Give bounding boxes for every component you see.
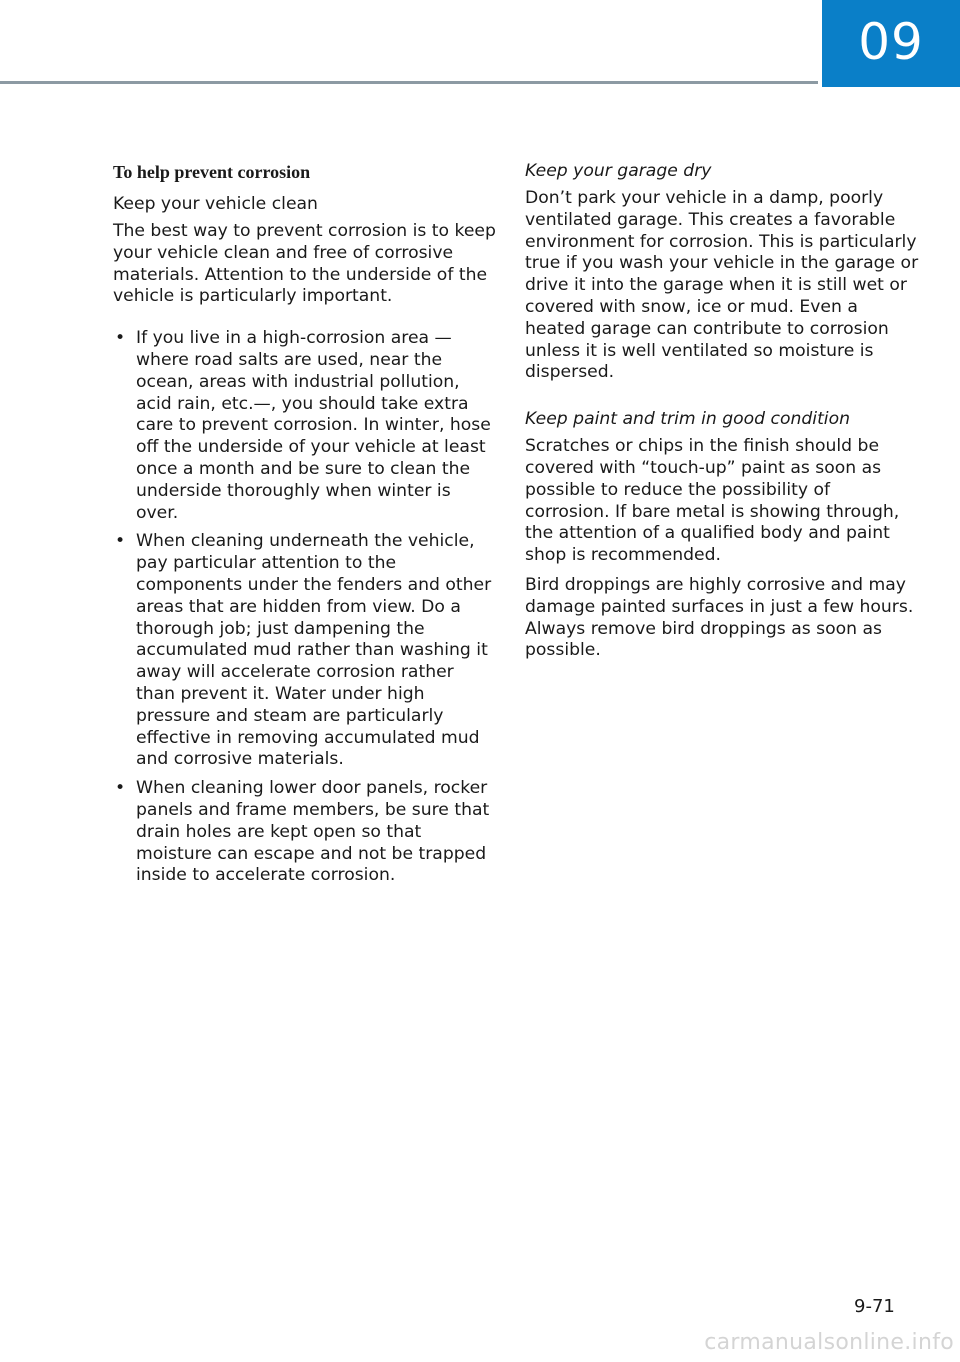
bullet-text: When cleaning lower door panels, rocker panels and frame members, be sure that drain holes are kept open so that moisture can escape and not be trapped inside to accelerate corrosion.	[136, 778, 490, 886]
subheading-paint-trim: Keep paint and trim in good condition	[525, 409, 850, 430]
spacer	[525, 392, 920, 408]
list-item	[113, 531, 498, 771]
section-heading: To help prevent corrosion	[113, 162, 311, 182]
right-column	[525, 160, 920, 670]
paint-paragraph-1: Scratches or chips in the finish should be covered with “touch-up” paint as soon as possible to reduce the possibility of corrosion. If bare metal is showing through, the attention of a qualified body and paint shop is recommended.	[525, 436, 900, 566]
bullet-icon: •	[115, 531, 126, 552]
bullet-icon: •	[115, 328, 126, 349]
bullet-text: If you live in a high-corrosion area — where road salts are used, near the ocean, areas with industrial pollution, acid rain, etc.—, you should take extra care to prevent corrosion. In winter, hose off the underside of your vehicle at least once a month and be sure to clean the underside thoroughly when winter is over.	[136, 328, 491, 523]
subheading-garage-dry: Keep your garage dry	[525, 161, 712, 181]
header-rule	[0, 81, 818, 84]
page-number: 9-71	[854, 1296, 895, 1317]
list-item	[113, 778, 498, 887]
chapter-number: 09	[858, 12, 924, 71]
list-item	[113, 328, 498, 524]
bullet-text: When cleaning underneath the vehicle, pay particular attention to the components under the fenders and other areas that are hidden from view. Do a thorough job; just dampening the accumulated mud rather than washing it away will accelerate corrosion rather than prevent it. Water under high pressure and steam are particularly effective in removing accumulated mud and corrosive materials.	[136, 531, 492, 770]
watermark-link[interactable]: carmanualsonline.info	[704, 1330, 954, 1355]
chapter-tab	[822, 0, 960, 87]
bullet-icon: •	[115, 778, 126, 799]
left-column	[113, 160, 498, 894]
bullet-list	[113, 328, 498, 887]
subheading-keep-clean: Keep your vehicle clean	[113, 194, 318, 214]
intro-paragraph: The best way to prevent corrosion is to keep your vehicle clean and free of corrosive materials. Attention to the underside of the vehicle is particularly important.	[113, 221, 496, 307]
garage-paragraph: Don’t park your vehicle in a damp, poorly ventilated garage. This creates a favorable environment for corrosion. This is particularly true if you wash your vehicle in the garage or drive it into the garage when it is still wet or covered with snow, ice or mud. Even a heated garage can contribute to corrosion unless it is well ventilated so moisture is dispersed.	[525, 188, 919, 383]
paint-paragraph-2: Bird droppings are highly corrosive and may damage painted surfaces in just a few hours. Always remove bird droppings as soon as possible.	[525, 574, 914, 661]
